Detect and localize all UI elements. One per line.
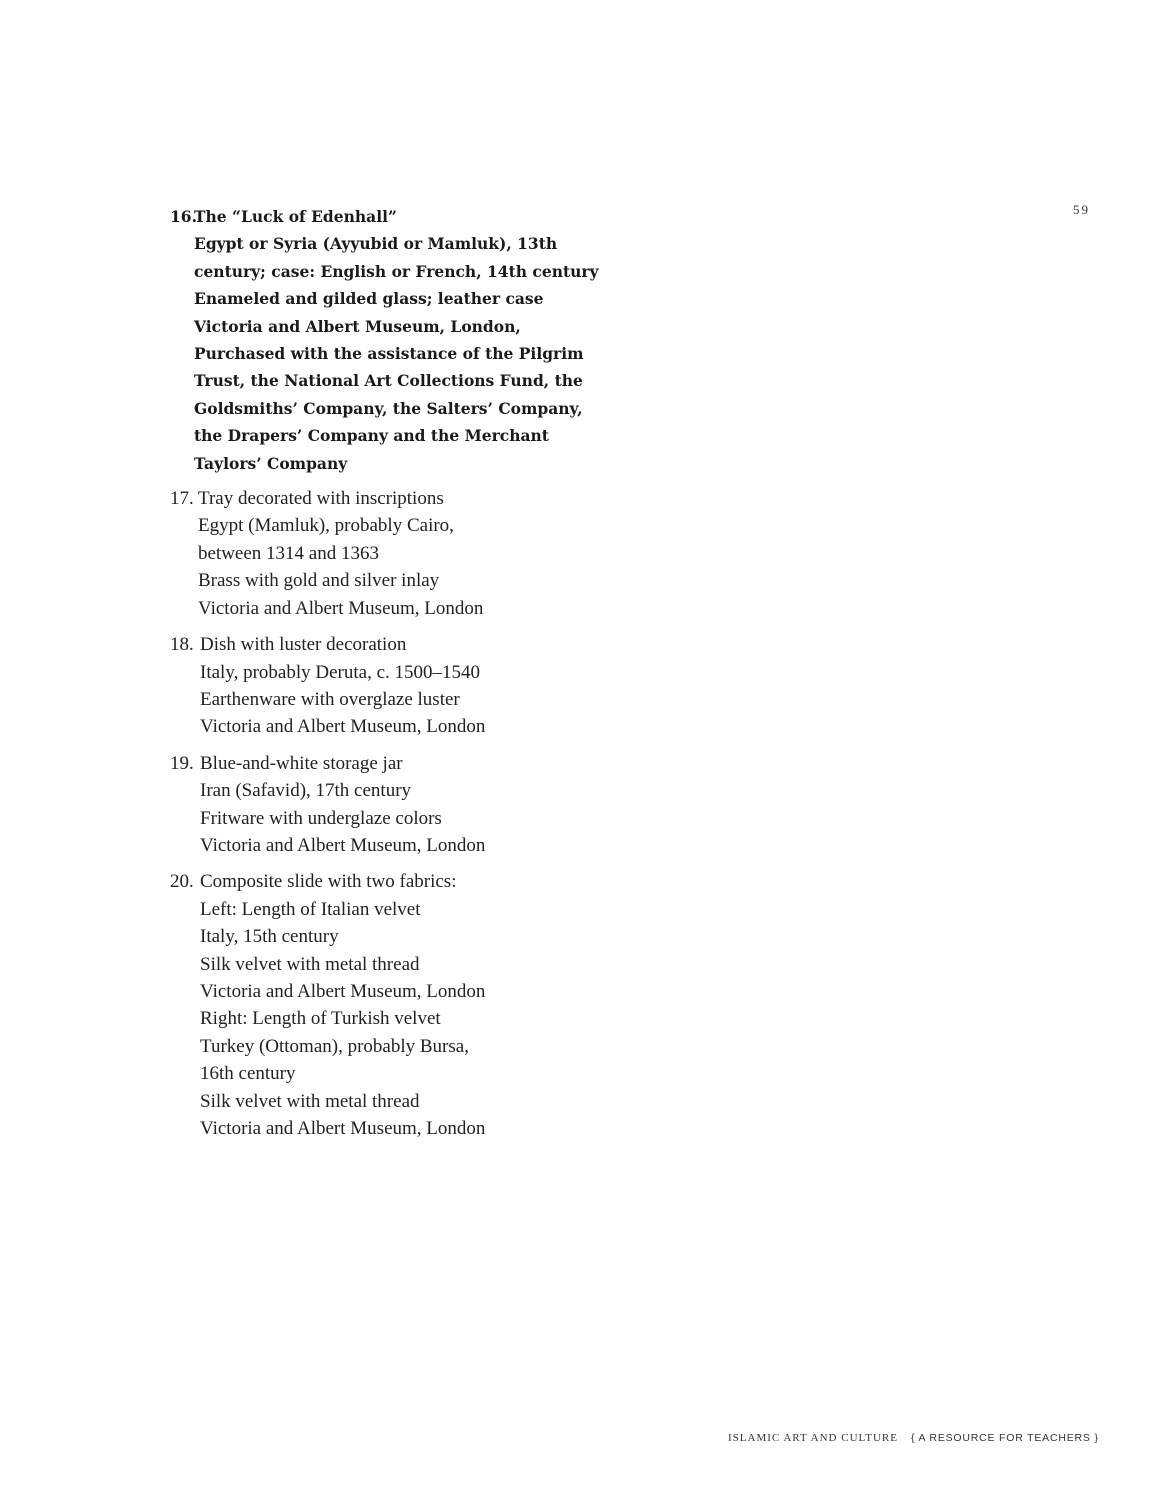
entry-number: 19. [170,752,194,774]
entry-lines [200,750,485,860]
entry-line: Turkey (Ottoman), probably Bursa, [200,1035,469,1057]
entry-line: Victoria and Albert Museum, London, [194,316,521,336]
entry-line: Trust, the National Art Collections Fund, the [194,371,583,391]
entry-line: Earthenware with overglaze luster [200,688,460,710]
entry-17 [170,485,610,622]
entry-list [170,203,610,1142]
entry-line: century; case: English or French, 14th century [194,261,599,281]
entry-number: 20. [170,871,194,893]
entry-lines [198,485,483,622]
entry-line: Victoria and Albert Museum, London [200,1118,486,1139]
entry-line: Italy, 15th century [200,926,339,948]
entry-16 [170,203,610,477]
entry-line: Egypt (Mamluk), probably Cairo, [198,515,454,537]
entry-line: Iran (Safavid), 17th century [200,780,412,802]
entry-line: Right: Length of Turkish velvet [200,1008,441,1030]
entry-line: Victoria and Albert Museum, London [200,716,486,738]
entry-title: Dish with luster decoration [200,634,407,656]
entry-title: The “Luck of Edenhall” [194,207,397,226]
page-number: 59 [1073,202,1090,217]
entry-line: 16th century [200,1063,296,1085]
entry-line: Taylors’ Company [194,453,348,473]
entry-18 [170,631,610,741]
entry-line: Victoria and Albert Museum, London [200,834,486,856]
entry-lines [200,868,485,1142]
footer-title: ISLAMIC ART AND CULTURE [728,1432,898,1444]
entry-line: Brass with gold and silver inlay [198,570,440,592]
footer-subtitle: { A RESOURCE FOR TEACHERS } [911,1432,1099,1444]
entry-line: Silk velvet with metal thread [200,1090,420,1112]
entry-line: between 1314 and 1363 [198,542,379,564]
page-footer [728,1426,1099,1445]
entry-line: Italy, probably Deruta, c. 1500–1540 [200,661,480,683]
entry-line: Victoria and Albert Museum, London [200,980,486,1002]
entry-number: 16. [170,207,197,226]
entry-number: 18. [170,634,194,656]
entry-lines [200,631,485,741]
entry-line: Goldsmiths’ Company, the Salters’ Company, [194,398,583,418]
entry-line: Enameled and gilded glass; leather case [194,289,544,309]
entry-20 [170,868,610,1142]
entry-line: Fritware with underglaze colors [200,807,442,829]
entry-number: 17. [170,488,194,510]
entry-line: Egypt or Syria (Ayyubid or Mamluk), 13th [194,234,558,254]
entry-line: the Drapers’ Company and the Merchant [194,426,549,446]
entry-title: Composite slide with two fabrics: [200,871,457,893]
entry-line: Purchased with the assistance of the Pilgrim [194,344,584,364]
entry-lines [194,203,599,477]
entry-line: Victoria and Albert Museum, London [198,597,484,619]
entry-line: Left: Length of Italian velvet [200,898,421,920]
entry-19 [170,750,610,860]
entry-line: Silk velvet with metal thread [200,953,420,975]
entry-title: Blue-and-white storage jar [200,752,403,774]
entry-title: Tray decorated with inscriptions [198,488,444,510]
